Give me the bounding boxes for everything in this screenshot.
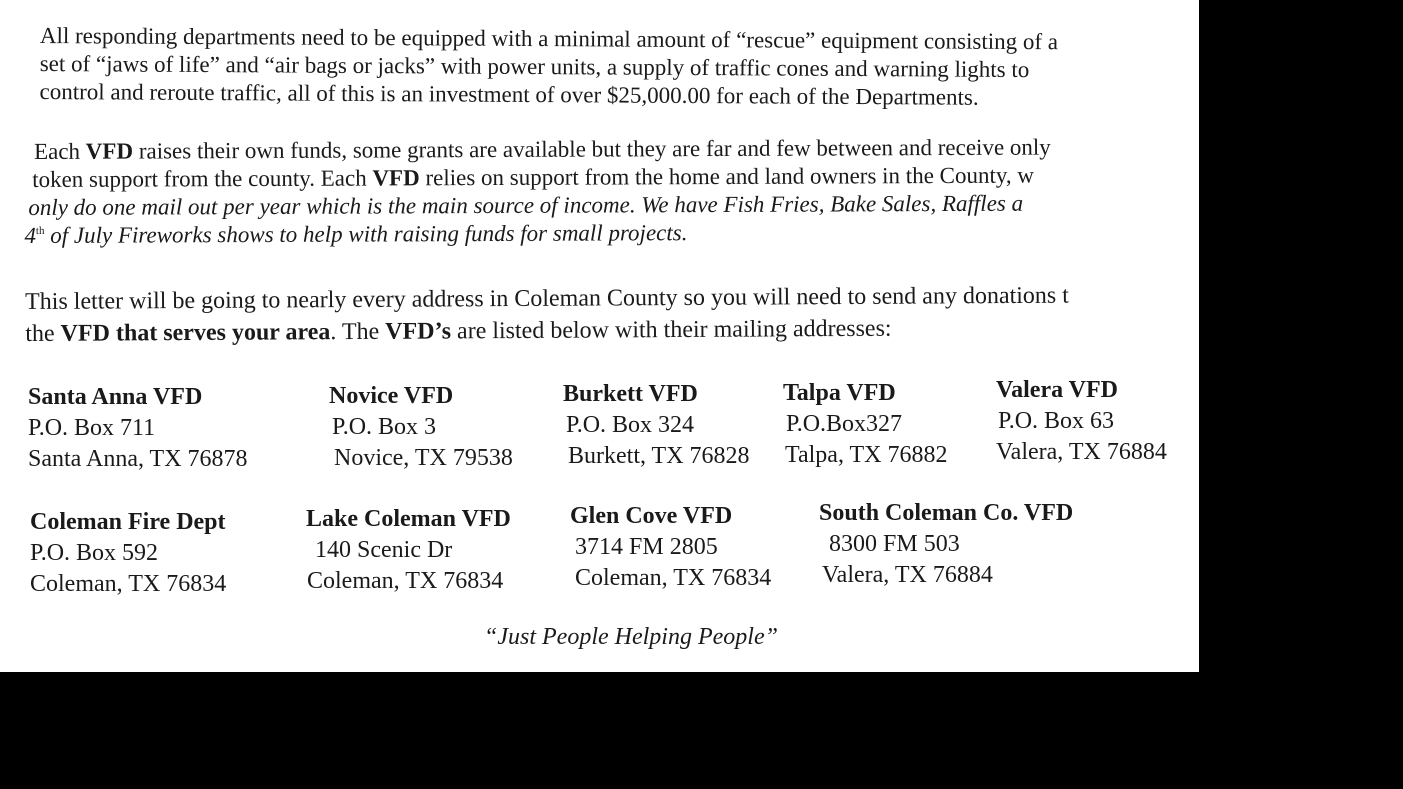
- department-name: Santa Anna VFD: [28, 384, 203, 410]
- department-address: P.O. Box 3: [332, 414, 437, 440]
- department-city: Santa Anna, TX 76878: [28, 446, 248, 472]
- department-city: Talpa, TX 76882: [785, 442, 948, 468]
- department-talpa: [783, 378, 948, 471]
- department-city: Burkett, TX 76828: [568, 443, 750, 469]
- paragraph-line: All responding departments need to be equipped with a minimal amount of “rescue” equipment consisting of a: [39, 22, 1059, 55]
- department-name: Coleman Fire Dept: [30, 509, 226, 535]
- department-coleman-fire: [30, 507, 226, 600]
- department-glen-cove: [570, 501, 771, 594]
- department-name: Talpa VFD: [783, 380, 896, 406]
- department-city: Novice, TX 79538: [334, 445, 513, 471]
- department-city: Coleman, TX 76834: [575, 565, 772, 591]
- paragraph-line: [28, 134, 1051, 166]
- vfd-bold: VFD that serves your area: [60, 319, 331, 347]
- paragraph-line: [24, 218, 1051, 250]
- text-run: token support from the county. Each: [32, 165, 373, 192]
- department-valera: [996, 375, 1167, 468]
- department-address: P.O.Box327: [786, 411, 903, 437]
- department-address: P.O. Box 711: [28, 415, 156, 441]
- department-south-coleman: [819, 498, 1073, 591]
- text-run: the: [25, 320, 61, 347]
- equipment-paragraph: [39, 22, 1058, 112]
- vfd-bold: VFD: [85, 138, 134, 164]
- department-city: Coleman, TX 76834: [30, 571, 227, 597]
- department-santa-anna: [28, 382, 248, 475]
- department-address: 140 Scenic Dr: [315, 537, 453, 563]
- department-name: Valera VFD: [996, 377, 1118, 403]
- paragraph-line: only do one mail out per year which is the main source of income. We have Fish Fries, Bake Sales, Raffles a: [28, 190, 1024, 220]
- department-address: P.O. Box 324: [566, 412, 695, 438]
- department-novice: [329, 381, 513, 474]
- funding-paragraph: [24, 134, 1051, 250]
- mailing-paragraph: [25, 280, 1069, 350]
- text-run: are listed below with their mailing addresses:: [450, 315, 892, 345]
- paragraph-line: This letter will be going to nearly every address in Coleman County so you will need to send any donations t: [25, 282, 1069, 315]
- department-city: Coleman, TX 76834: [307, 568, 504, 594]
- motto: “Just People Helping People”: [484, 624, 778, 650]
- department-name: Burkett VFD: [563, 381, 698, 407]
- department-city: Valera, TX 76884: [822, 562, 993, 588]
- department-name: Novice VFD: [329, 383, 454, 409]
- department-lake-coleman: [306, 504, 511, 597]
- vfd-bold: VFD: [372, 165, 420, 191]
- paragraph-line: [28, 162, 1051, 194]
- department-address: 3714 FM 2805: [575, 534, 718, 560]
- text-run: raises their own funds, some grants are available but they are far and few between and receive only: [133, 134, 1051, 164]
- paragraph-line: [25, 312, 1069, 350]
- ordinal-superscript: th: [35, 224, 45, 237]
- paragraph-line: set of “jaws of life” and “air bags or jacks” with power units, a supply of traffic cones and warning lights to: [39, 50, 1030, 83]
- text-run: 4: [24, 222, 36, 249]
- department-burkett: [563, 379, 750, 472]
- department-address: 8300 FM 503: [829, 531, 960, 557]
- department-name: South Coleman Co. VFD: [819, 500, 1074, 526]
- text-run: Each: [34, 138, 86, 164]
- department-name: Glen Cove VFD: [570, 503, 733, 529]
- department-address: P.O. Box 63: [998, 408, 1115, 434]
- text-run: . The: [330, 318, 386, 346]
- vfd-bold: VFD’s: [385, 318, 452, 345]
- department-address: P.O. Box 592: [30, 540, 159, 566]
- department-city: Valera, TX 76884: [996, 439, 1167, 465]
- text-run: relies on support from the home and land owners in the County, w: [419, 162, 1035, 191]
- department-name: Lake Coleman VFD: [306, 506, 511, 532]
- text-run: of July Fireworks shows to help with raising funds for small projects.: [44, 220, 688, 248]
- paragraph-line: control and reroute traffic, all of this is an investment of over $25,000.00 for each of the Departments.: [39, 78, 979, 110]
